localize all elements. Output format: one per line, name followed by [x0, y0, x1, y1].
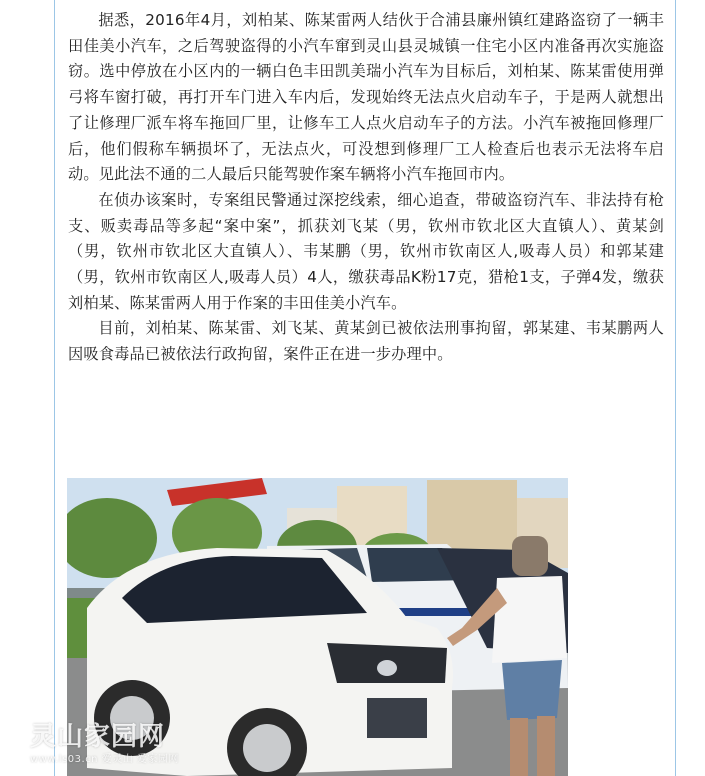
article-paragraph-1: 据悉，2016年4月，刘柏某、陈某雷两人结伙于合浦县廉州镇红建路盗窃了一辆丰田佳美小汽车，之后驾驶盗得的小汽车窜到灵山县灵城镇一住宅小区内准备再次实施盗窃。选中停放在小区内的一辆白色丰田凯美瑞小汽车为目标后，刘柏某、陈某雷使用弹弓将车窗打破，再打开车门进入车内后，发现始终无法点火启动车子，于是两人就想出了让修理厂派车将车拖回厂里，让修车工人点火启动车子的方法。小汽车被拖回修理厂后，他们假称车辆损坏了，无法点火，可没想到修理厂工人检查后也表示无法将车启动。见此法不通的二人最后只能驾驶作案车辆将小汽车拖回市内。: [68, 11, 664, 184]
watermark-logo-text: 灵山家园网: [30, 722, 166, 752]
watermark-url-text: www.ls03.cn 爱灵山 爱家园网: [30, 754, 179, 765]
article-paragraph-2: 在侦办该案时，专案组民警通过深挖线索，细心追查，带破盗窃汽车、非法持有枪支、贩卖毒品等多起“案中案”，抓获刘飞某（男，钦州市钦北区大直镇人）、黄某剑（男，钦州市钦北区大直镇人）、韦某鹏（男，钦州市钦南区人,吸毒人员）和郭某建（男，钦州市钦南区人,吸毒人员）4人，缴获毒品K粉17克，猎枪1支，子弹4发，缴获刘柏某、陈某雷两人用于作案的丰田佳美小汽车。: [68, 190, 664, 312]
site-watermark: [30, 716, 179, 765]
article-body: [68, 8, 664, 368]
article-paragraph-3: 目前，刘柏某、陈某雷、刘飞某、黄某剑已被依法刑事拘留，郭某建、韦某鹏两人因吸食毒品已被依法行政拘留，案件正在进一步办理中。: [68, 319, 664, 364]
